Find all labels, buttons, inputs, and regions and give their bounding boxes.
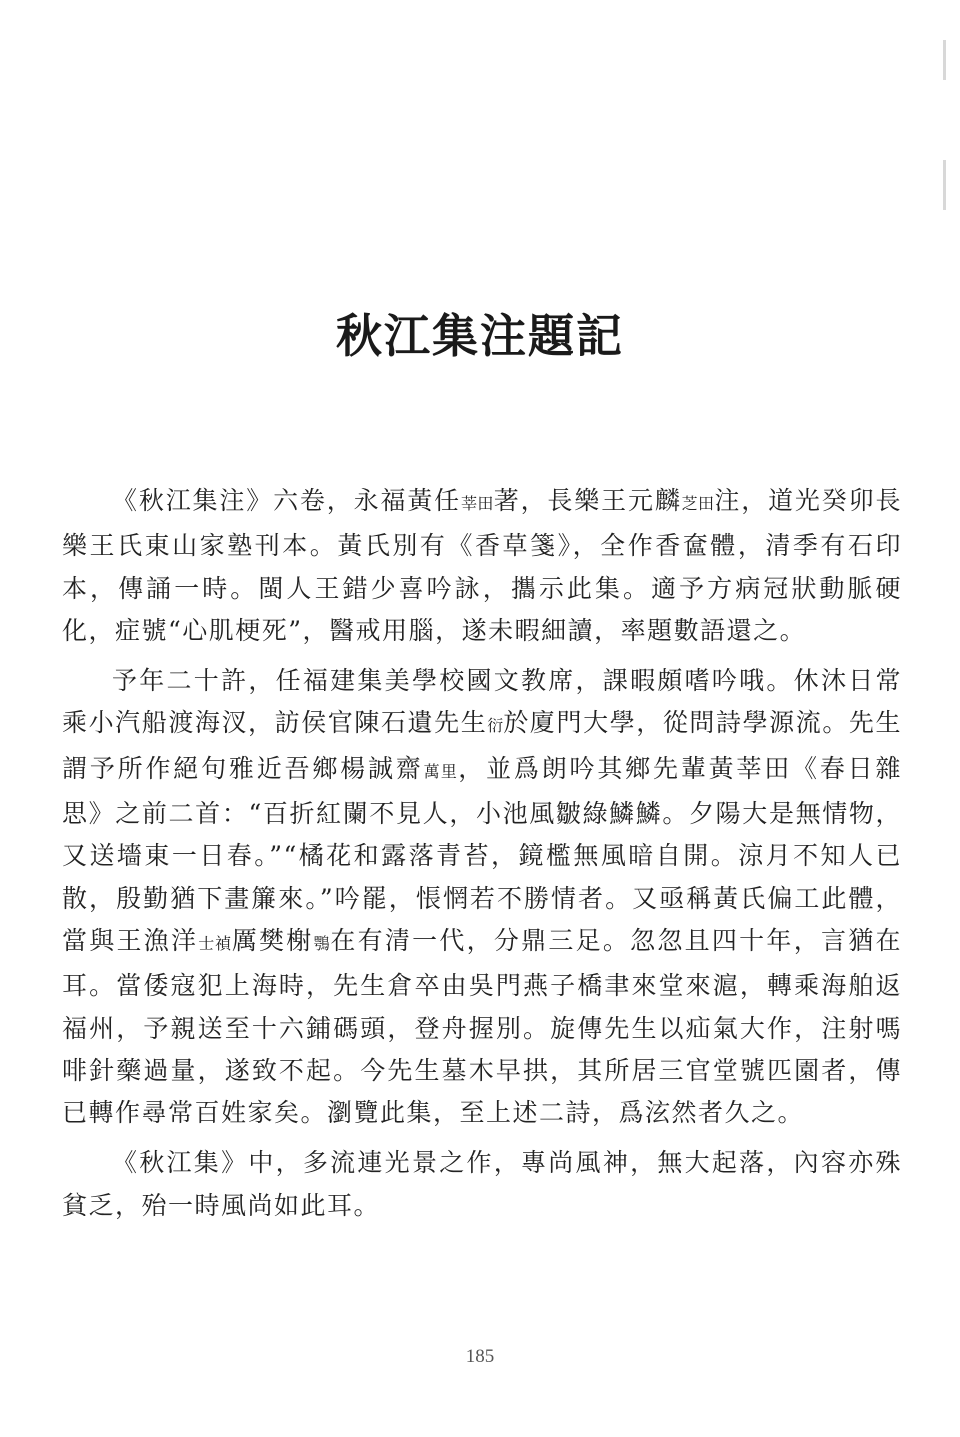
text-segment: 注，道光癸卯長樂王氏東山家塾刊本。黃氏別有《香草箋》，全作香奩體，清季有石印本，傳誦一時。閩人王錯少喜吟詠，攜示此集。適予方病冠狀動脈硬化，症號“心肌梗死”，醫戒用腦，遂未暇細讀，率題數語還之。	[62, 486, 902, 645]
text-segment: 在有清一代，分鼎三足。忽忽且四十年，言猶在耳。當倭寇犯上海時，先生倉卒由吳門燕子橋聿來堂來滬，轉乘海舶返福州，予親送至十六鋪碼頭，登舟握別。旋傳先生以疝氣大作，注射嗎啡針藥過量，遂致不起。今先生墓木早拱，其所居三官堂號匹園者，傳已轉作尋常百姓家矣。瀏覽此集，至上述二詩，爲泫然者久之。	[62, 925, 902, 1128]
text-segment: 於廈門大學，從問詩學源流。先生謂予所作絕句雅近吾鄉楊誠齋	[62, 708, 902, 783]
body-text	[62, 480, 902, 1235]
inline-annotation: 芝田	[681, 494, 715, 513]
inline-annotation: 萬里	[423, 761, 459, 781]
scan-edge-mark	[943, 160, 946, 210]
text-segment: 予年二十許，任福建集美學校國文教席，課暇頗嗜吟哦。休沐日常乘小汽船渡海汊，訪侯官陳石遺先生	[62, 666, 902, 738]
text-segment: 著，長樂王元麟	[493, 486, 682, 515]
inline-annotation: 莘田	[461, 494, 494, 513]
paragraph-1	[62, 480, 902, 652]
text-segment: 《秋江集注》六卷，永福黃任	[112, 486, 462, 515]
text-segment: ，並爲朗吟其鄉先輩黃莘田《春日雜思》之前二首：“百折紅闌不見人，小池風皺綠鱗鱗。夕陽大是無情物，又送墻東一日春。”“橘花和露落青苔，鏡檻無風暗自開。涼月不知人已散，殷勤猶下畫簾來。”吟罷，悵惘若不勝情者。又亟稱黃氏偏工此體，當與王漁洋	[62, 753, 902, 955]
page-title: 秋江集注題記	[336, 309, 624, 363]
page-number: 185	[465, 1346, 495, 1367]
paragraph-3	[62, 1142, 902, 1227]
paragraph-2	[62, 660, 902, 1134]
scan-edge-mark	[943, 40, 946, 80]
text-segment: 厲樊榭	[231, 925, 314, 955]
inline-annotation: 士禎	[198, 933, 232, 953]
inline-annotation: 鶚	[313, 933, 331, 953]
text-segment: 《秋江集》中，多流連光景之作，專尚風神，無大起落，內容亦殊貧乏，殆一時風尚如此耳。	[62, 1148, 902, 1220]
inline-annotation: 衍	[487, 716, 504, 736]
